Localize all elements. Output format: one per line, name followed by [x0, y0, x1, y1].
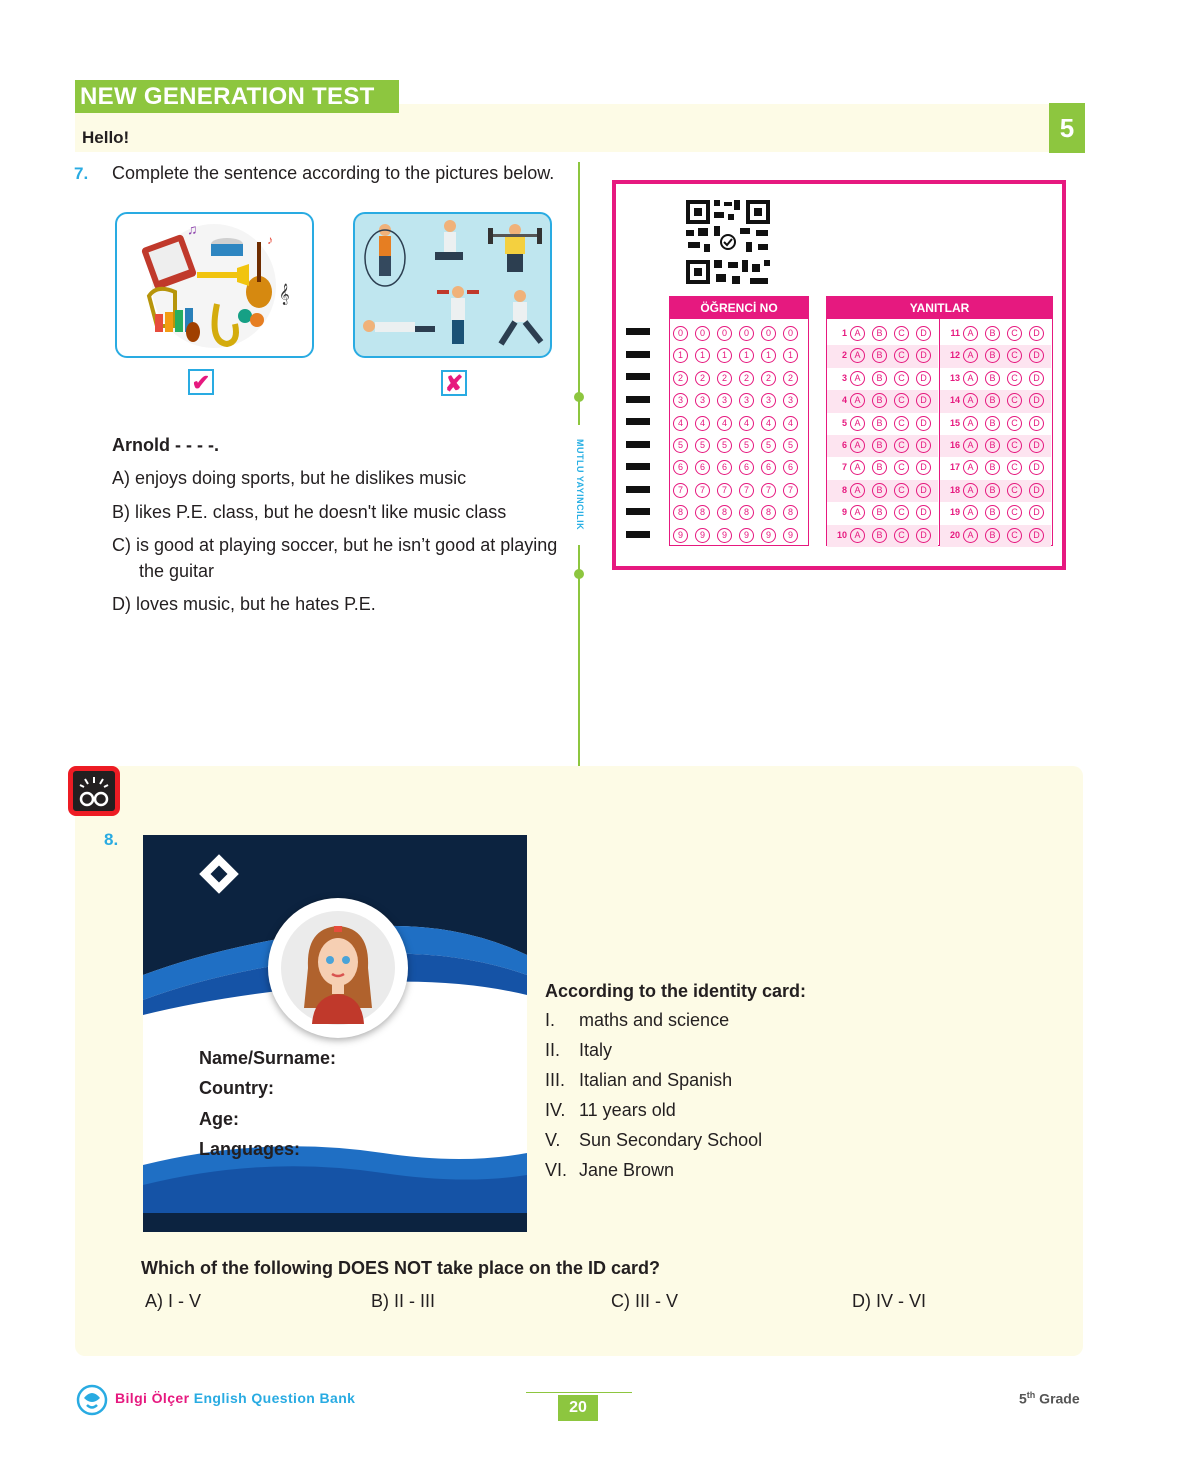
answer-bubble[interactable]: C	[894, 505, 909, 520]
answer-row	[827, 323, 938, 345]
answer-bubble[interactable]: D	[916, 505, 931, 520]
answer-bubble[interactable]: A	[963, 528, 978, 543]
svg-text:♫: ♫	[187, 221, 198, 237]
digit-bubble[interactable]: 6	[783, 460, 798, 475]
divider-dot	[574, 392, 584, 402]
answer-bubble[interactable]: C	[894, 528, 909, 543]
answer-bubble[interactable]: C	[1007, 483, 1022, 498]
answer-bubble[interactable]: A	[963, 438, 978, 453]
answer-row	[940, 480, 1051, 502]
answer-bubble[interactable]: C	[1007, 438, 1022, 453]
student-number-row	[673, 345, 808, 367]
roman-numeral: III.	[545, 1070, 566, 1090]
option-c[interactable]: C) is good at playing soccer, but he isn’t good at playing	[112, 535, 558, 555]
digit-bubble[interactable]: 8	[673, 505, 688, 520]
answer-row	[827, 390, 938, 412]
student-number-row	[673, 390, 808, 412]
digit-bubble[interactable]: 6	[717, 460, 732, 475]
answer-bubble[interactable]: A	[850, 326, 865, 341]
answer-bubble[interactable]: C	[1007, 528, 1022, 543]
answer-bubble[interactable]: A	[850, 416, 865, 431]
identity-card	[143, 835, 527, 1232]
answer-row-number: 16	[949, 439, 960, 450]
footer-brand-part1: Bilgi Ölçer	[115, 1390, 194, 1406]
student-number-grid	[670, 319, 808, 547]
answer-bubble[interactable]: D	[916, 371, 931, 386]
answer-bubble[interactable]: B	[872, 371, 887, 386]
digit-bubble[interactable]: 3	[739, 393, 754, 408]
answer-row-number: 5	[841, 417, 847, 428]
digit-bubble[interactable]: 9	[717, 528, 732, 543]
digit-bubble[interactable]: 4	[717, 416, 732, 431]
digit-bubble[interactable]: 0	[739, 326, 754, 341]
student-number-row	[673, 480, 808, 502]
answer-bubble[interactable]: A	[850, 528, 865, 543]
avatar-frame	[268, 898, 408, 1038]
student-number-row	[673, 368, 808, 390]
digit-bubble[interactable]: 8	[739, 505, 754, 520]
answer-row-number: 3	[841, 372, 847, 383]
question-7-prompt: Complete the sentence according to the pictures below.	[112, 163, 555, 183]
answer-bubble[interactable]: B	[985, 438, 1000, 453]
digit-bubble[interactable]: 0	[695, 326, 710, 341]
answer-bubble[interactable]: A	[963, 505, 978, 520]
answer-bubble[interactable]: D	[1029, 348, 1044, 363]
digit-bubble[interactable]: 7	[761, 483, 776, 498]
answer-bubble[interactable]: B	[872, 460, 887, 475]
answer-bubble[interactable]: A	[963, 371, 978, 386]
answer-bubble[interactable]: C	[1007, 393, 1022, 408]
answer-bubble[interactable]: C	[1007, 348, 1022, 363]
grade-word: Grade	[1035, 1390, 1080, 1407]
timing-marks	[626, 328, 650, 538]
answer-row	[827, 368, 938, 390]
digit-bubble[interactable]: 6	[695, 460, 710, 475]
digit-bubble[interactable]: 1	[739, 348, 754, 363]
optical-answer-form	[612, 180, 1066, 570]
answer-bubble[interactable]: C	[894, 416, 909, 431]
answer-bubble[interactable]: A	[850, 393, 865, 408]
list-item: 11 years old	[579, 1100, 676, 1120]
answer-row	[940, 525, 1051, 547]
digit-bubble[interactable]: 4	[673, 416, 688, 431]
checkmark-icon: ✔	[188, 369, 214, 395]
answer-bubble[interactable]: A	[963, 393, 978, 408]
roman-numeral: II.	[545, 1040, 561, 1060]
card-label-languages: Languages:	[199, 1139, 301, 1159]
answer-bubble[interactable]: D	[916, 416, 931, 431]
answer-bubble[interactable]: C	[894, 438, 909, 453]
digit-bubble[interactable]: 3	[783, 393, 798, 408]
observe-icon	[68, 766, 120, 816]
digit-bubble[interactable]: 0	[783, 326, 798, 341]
question-7-stem: Arnold - - - -.	[112, 435, 219, 455]
answer-d[interactable]: D) IV - VI	[852, 1291, 927, 1311]
digit-bubble[interactable]: 6	[761, 460, 776, 475]
answer-bubble[interactable]: B	[985, 326, 1000, 341]
answer-bubble[interactable]: D	[1029, 438, 1044, 453]
digit-bubble[interactable]: 2	[673, 371, 688, 386]
answer-bubble[interactable]: B	[985, 483, 1000, 498]
student-number-panel	[669, 296, 809, 546]
answer-bubble[interactable]: D	[916, 528, 931, 543]
answer-row	[827, 345, 938, 367]
option-d[interactable]: D) loves music, but he hates P.E.	[112, 594, 376, 614]
student-number-title: ÖĞRENCİ NO	[670, 297, 808, 319]
digit-bubble[interactable]: 5	[673, 438, 688, 453]
answers-title: YANITLAR	[827, 297, 1052, 319]
sports-exercises-picture	[353, 212, 552, 358]
card-label-name: Name/Surname:	[199, 1048, 337, 1068]
answer-bubble[interactable]: D	[1029, 416, 1044, 431]
answer-bubble[interactable]: A	[850, 483, 865, 498]
digit-bubble[interactable]: 5	[739, 438, 754, 453]
digit-bubble[interactable]: 1	[717, 348, 732, 363]
list-heading: According to the identity card:	[545, 981, 807, 1001]
footer-brand	[115, 1390, 355, 1406]
answer-bubble[interactable]: B	[872, 505, 887, 520]
grade-number: 5	[1019, 1390, 1027, 1407]
digit-bubble[interactable]: 2	[695, 371, 710, 386]
digit-bubble[interactable]: 2	[783, 371, 798, 386]
answer-row	[827, 525, 938, 547]
answer-bubble[interactable]: B	[872, 393, 887, 408]
answer-row-number: 7	[841, 462, 847, 473]
answer-bubble[interactable]: A	[963, 326, 978, 341]
grade-label	[1019, 1390, 1080, 1407]
answer-bubble[interactable]: B	[872, 348, 887, 363]
qr-code-icon	[684, 198, 772, 286]
answer-row	[940, 413, 1051, 435]
digit-bubble[interactable]: 3	[673, 393, 688, 408]
digit-bubble[interactable]: 6	[673, 460, 688, 475]
answer-row-number: 8	[841, 484, 847, 495]
sports-icon	[355, 214, 550, 356]
answer-row-number: 17	[949, 462, 960, 473]
answer-bubble[interactable]: D	[916, 393, 931, 408]
roman-numeral: V.	[545, 1130, 561, 1150]
answer-row-number: 15	[949, 417, 960, 428]
digit-bubble[interactable]: 4	[761, 416, 776, 431]
digit-bubble[interactable]: 2	[761, 371, 776, 386]
answer-row	[827, 502, 938, 524]
digit-bubble[interactable]: 4	[739, 416, 754, 431]
answer-bubble[interactable]: C	[1007, 326, 1022, 341]
answer-row-number: 20	[949, 529, 960, 540]
digit-bubble[interactable]: 9	[761, 528, 776, 543]
answer-row-number: 2	[841, 350, 847, 361]
question-7-number: 7.	[74, 164, 89, 183]
option-c-continued: the guitar	[139, 561, 215, 581]
answer-bubble[interactable]: B	[985, 528, 1000, 543]
publisher-logo-icon	[76, 1384, 108, 1416]
answer-bubble[interactable]: D	[1029, 483, 1044, 498]
answer-bubble[interactable]: D	[916, 348, 931, 363]
footer-line	[526, 1392, 632, 1393]
cross-icon: ✘	[441, 370, 467, 396]
answer-bubble[interactable]: D	[1029, 326, 1044, 341]
digit-bubble[interactable]: 9	[783, 528, 798, 543]
digit-bubble[interactable]: 0	[673, 326, 688, 341]
answer-bubble[interactable]: A	[850, 348, 865, 363]
answer-bubble[interactable]: C	[894, 371, 909, 386]
answer-bubble[interactable]: A	[963, 416, 978, 431]
option-b[interactable]: B) likes P.E. class, but he doesn't like music class	[112, 502, 507, 522]
digit-bubble[interactable]: 1	[783, 348, 798, 363]
list-item: Italian and Spanish	[579, 1070, 733, 1090]
list-item: maths and science	[579, 1010, 730, 1030]
digit-bubble[interactable]: 9	[695, 528, 710, 543]
answer-bubble[interactable]: C	[1007, 460, 1022, 475]
digit-bubble[interactable]: 7	[739, 483, 754, 498]
publisher-vertical-label: MUTLU YAYINCILIK	[565, 425, 595, 545]
card-label-country: Country:	[199, 1078, 274, 1098]
student-number-row	[673, 323, 808, 345]
digit-bubble[interactable]: 7	[673, 483, 688, 498]
answer-bubble[interactable]: B	[985, 348, 1000, 363]
answer-row	[827, 413, 938, 435]
digit-bubble[interactable]: 5	[695, 438, 710, 453]
answer-bubble[interactable]: C	[894, 326, 909, 341]
svg-text:♪: ♪	[267, 233, 273, 247]
answer-bubble[interactable]: C	[894, 393, 909, 408]
student-number-row	[673, 413, 808, 435]
answer-row	[940, 390, 1051, 412]
answer-bubble[interactable]: B	[985, 416, 1000, 431]
grade-suffix: th	[1026, 1390, 1036, 1400]
digit-bubble[interactable]: 9	[739, 528, 754, 543]
list-item: Sun Secondary School	[579, 1130, 763, 1150]
page-number: 20	[558, 1395, 598, 1421]
answer-row-number: 10	[836, 529, 847, 540]
card-label-age: Age:	[199, 1109, 239, 1129]
digit-bubble[interactable]: 4	[695, 416, 710, 431]
answer-row	[827, 435, 938, 457]
answer-bubble[interactable]: C	[1007, 371, 1022, 386]
music-instruments-picture	[115, 212, 314, 358]
digit-bubble[interactable]: 1	[673, 348, 688, 363]
digit-bubble[interactable]: 5	[783, 438, 798, 453]
answer-bubble[interactable]: B	[872, 483, 887, 498]
answer-bubble[interactable]: D	[1029, 371, 1044, 386]
music-instruments-icon	[117, 214, 312, 356]
digit-bubble[interactable]: 7	[717, 483, 732, 498]
answer-bubble[interactable]: B	[985, 371, 1000, 386]
answer-bubble[interactable]: D	[916, 483, 931, 498]
answer-bubble[interactable]: A	[963, 483, 978, 498]
answer-row	[827, 457, 938, 479]
answer-bubble[interactable]: C	[894, 460, 909, 475]
answer-bubble[interactable]: B	[985, 505, 1000, 520]
answer-bubble[interactable]: A	[963, 460, 978, 475]
digit-bubble[interactable]: 4	[783, 416, 798, 431]
answer-bubble[interactable]: A	[963, 348, 978, 363]
answer-row	[940, 345, 1051, 367]
answer-row-number: 12	[949, 350, 960, 361]
test-title: NEW GENERATION TEST	[75, 80, 399, 113]
avatar-girl-icon	[268, 898, 408, 1038]
answer-bubble[interactable]: C	[894, 348, 909, 363]
answer-bubble[interactable]: D	[916, 438, 931, 453]
answer-row-number: 9	[841, 507, 847, 518]
digit-bubble[interactable]: 6	[739, 460, 754, 475]
roman-numeral: I.	[545, 1010, 556, 1030]
answer-row	[940, 323, 1051, 345]
digit-bubble[interactable]: 8	[717, 505, 732, 520]
digit-bubble[interactable]: 5	[761, 438, 776, 453]
digit-bubble[interactable]: 8	[695, 505, 710, 520]
digit-bubble[interactable]: 2	[739, 371, 754, 386]
question-8-number: 8.	[104, 830, 119, 849]
digit-bubble[interactable]: 1	[695, 348, 710, 363]
student-number-row	[673, 525, 808, 547]
answer-bubble[interactable]: B	[985, 393, 1000, 408]
answer-b[interactable]: B) II - III	[371, 1291, 436, 1311]
list-item: Italy	[579, 1040, 613, 1060]
digit-bubble[interactable]: 3	[761, 393, 776, 408]
digit-bubble[interactable]: 3	[695, 393, 710, 408]
digit-bubble[interactable]: 0	[717, 326, 732, 341]
svg-text:𝄞: 𝄞	[279, 284, 290, 304]
test-number: 5	[1049, 103, 1085, 153]
answer-bubble[interactable]: B	[872, 528, 887, 543]
digit-bubble[interactable]: 0	[761, 326, 776, 341]
answer-bubble[interactable]: C	[1007, 416, 1022, 431]
answer-bubble[interactable]: D	[1029, 460, 1044, 475]
answer-row-number: 1	[841, 328, 847, 338]
answer-bubble[interactable]: A	[850, 371, 865, 386]
digit-bubble[interactable]: 2	[717, 371, 732, 386]
student-number-row	[673, 435, 808, 457]
student-number-row	[673, 457, 808, 479]
answer-bubble[interactable]: B	[872, 326, 887, 341]
digit-bubble[interactable]: 5	[717, 438, 732, 453]
answer-row-number: 18	[949, 484, 960, 495]
answers-column-left	[827, 323, 938, 547]
answer-bubble[interactable]: A	[850, 460, 865, 475]
answer-bubble[interactable]: B	[985, 460, 1000, 475]
answer-bubble[interactable]: D	[916, 326, 931, 341]
answer-bubble[interactable]: D	[1029, 505, 1044, 520]
answer-a[interactable]: A) I - V	[145, 1291, 202, 1311]
answer-bubble[interactable]: A	[850, 438, 865, 453]
answers-panel	[826, 296, 1053, 546]
digit-bubble[interactable]: 7	[695, 483, 710, 498]
roman-numeral: IV.	[545, 1100, 566, 1120]
answer-bubble[interactable]: A	[850, 505, 865, 520]
answer-row-number: 19	[949, 507, 960, 518]
answer-bubble[interactable]: D	[916, 460, 931, 475]
answer-bubble[interactable]: D	[1029, 528, 1044, 543]
option-a[interactable]: A) enjoys doing sports, but he dislikes music	[112, 468, 467, 488]
answer-bubble[interactable]: C	[1007, 505, 1022, 520]
digit-bubble[interactable]: 7	[783, 483, 798, 498]
answer-row-number: 4	[841, 395, 847, 406]
question-8-prompt: Which of the following DOES NOT take place on the ID card?	[141, 1258, 661, 1278]
answer-c[interactable]: C) III - V	[611, 1291, 678, 1311]
answer-bubble[interactable]: D	[1029, 393, 1044, 408]
unit-title: Hello!	[82, 128, 130, 147]
digit-bubble[interactable]: 8	[761, 505, 776, 520]
footer-brand-part2: English Question Bank	[193, 1390, 356, 1406]
student-number-row	[673, 502, 808, 524]
answer-row	[940, 368, 1051, 390]
answer-row-number: 14	[949, 395, 960, 406]
answer-bubble[interactable]: B	[872, 438, 887, 453]
answer-row-number: 6	[841, 439, 847, 450]
digit-bubble[interactable]: 9	[673, 528, 688, 543]
answer-row	[827, 480, 938, 502]
answers-column-right	[940, 323, 1051, 547]
answer-row-number: 13	[949, 372, 960, 383]
divider-dot	[574, 569, 584, 579]
answer-bubble[interactable]: C	[894, 483, 909, 498]
digit-bubble[interactable]: 3	[717, 393, 732, 408]
answer-row-number: 11	[950, 328, 960, 338]
list-item: Jane Brown	[579, 1160, 675, 1180]
digit-bubble[interactable]: 1	[761, 348, 776, 363]
answer-row	[940, 435, 1051, 457]
digit-bubble[interactable]: 8	[783, 505, 798, 520]
roman-numeral: VI.	[545, 1160, 568, 1180]
answer-bubble[interactable]: B	[872, 416, 887, 431]
answer-row	[940, 457, 1051, 479]
answer-row	[940, 502, 1051, 524]
